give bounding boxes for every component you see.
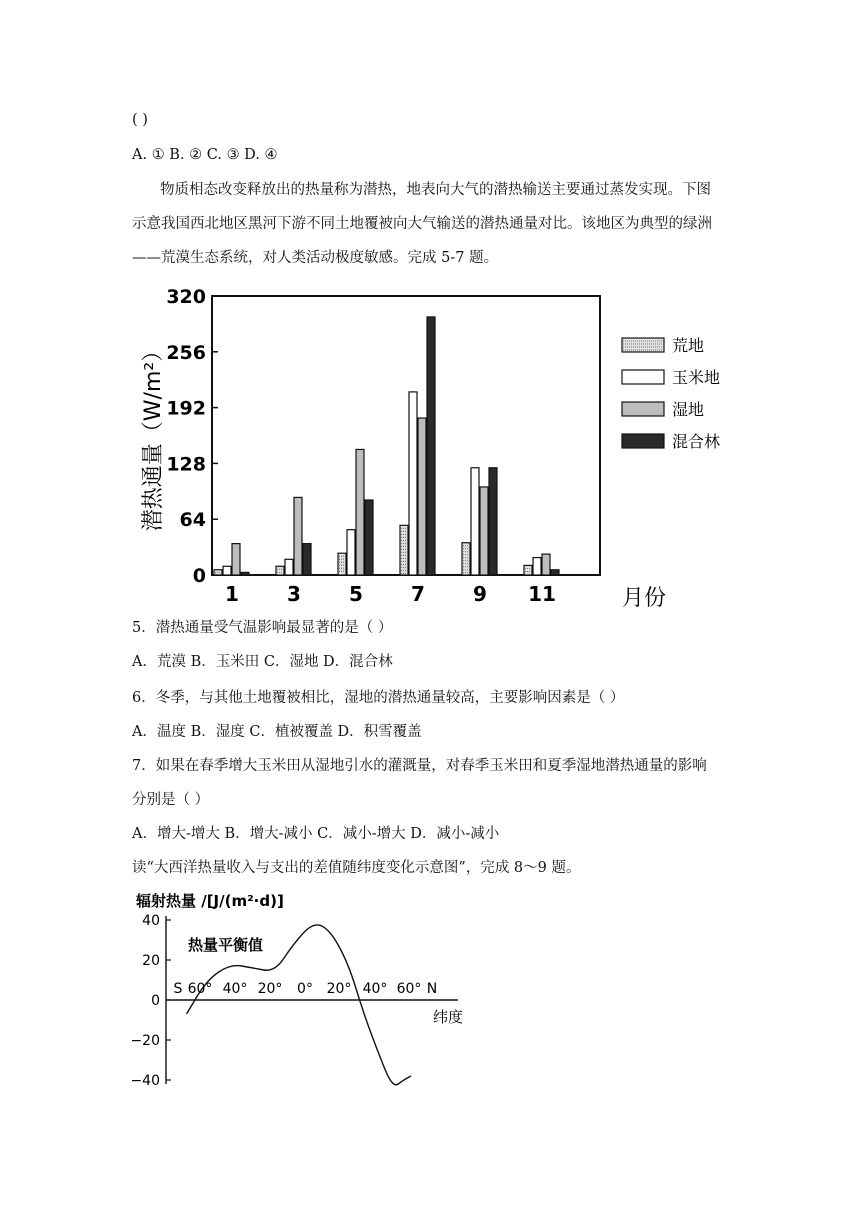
x-tick-label: 60° [187,981,213,997]
y-tick-label: 40 [142,913,160,929]
bar [285,559,293,575]
bar [241,572,249,575]
y-tick-label: −20 [130,1033,160,1049]
x-tick-label: 20° [257,981,283,997]
legend-swatch [622,370,664,384]
x-tick-label: 9 [473,582,487,606]
x-tick-label: 7 [411,582,425,606]
legend-label: 玉米地 [672,368,721,387]
x-tick-label: 20° [326,981,352,997]
bar [427,317,435,575]
y-tick-label: 64 [179,509,206,532]
bar [489,468,497,575]
heat-balance-line-chart [130,888,490,1100]
y-tick-label: −40 [130,1073,160,1089]
x-axis-label: 纬度 [432,1008,464,1026]
bar [480,487,488,575]
x-tick-label: 3 [287,582,301,606]
q4-options: A. ① B. ② C. ③ D. ④ [132,147,278,163]
bar [418,418,426,575]
legend-label: 混合林 [672,432,721,451]
bar [462,543,470,575]
bar [303,544,311,575]
q5-stem: 5．潜热通量受气温影响最显著的是（ ） [132,620,393,636]
q6-options: A．温度 B．湿度 C．植被覆盖 D．积雪覆盖 [132,724,422,740]
intro-line-2: 示意我国西北地区黑河下游不同土地覆被向大气输送的潜热通量对比。该地区为典型的绿洲 [132,216,712,232]
q4-paren: ( ) [132,112,148,128]
intro-line-1: 物质相态改变释放出的热量称为潜热，地表向大气的潜热输送主要通过蒸发实现。下图 [160,182,711,198]
y-tick-label: 20 [142,953,160,969]
q7-stem-1: 7．如果在春季增大玉米田从湿地引水的灌溉量，对春季玉米田和夏季湿地潜热通量的影响 [132,758,707,774]
legend-swatch [622,434,664,448]
bar [551,570,559,575]
bar [409,392,417,575]
intro2-line-1: 读“大西洋热量收入与支出的差值随纬度变化示意图”，完成 8～9 题。 [132,860,581,876]
bar [223,566,231,575]
q6-stem: 6．冬季，与其他土地覆被相比，湿地的潜热通量较高，主要影响因素是（ ） [132,690,625,706]
bar [524,565,532,575]
latent-heat-bar-chart [130,282,740,612]
bar [542,554,550,575]
bar [533,558,541,575]
bar [347,530,355,575]
bar [232,544,240,575]
x-tick-label: N [426,981,438,997]
x-tick-label: 5 [349,582,363,606]
curve-annotation: 热量平衡值 [188,936,264,954]
y-tick-label: 320 [166,286,206,308]
legend-label: 荒地 [672,336,705,355]
bar [276,566,284,575]
x-tick-label: 60° [396,981,422,997]
x-tick-label: 40° [222,981,248,997]
bar [471,468,479,575]
x-tick-label: S [173,981,183,997]
x-tick-label: 11 [528,582,556,606]
legend-label: 湿地 [672,400,705,419]
x-axis-label: 月份 [622,586,667,611]
y-axis-label: 潜热通量（W/m²） [141,339,166,532]
bar [356,449,364,575]
bar [365,500,373,575]
legend-swatch [622,402,664,416]
bar [294,497,302,575]
y-tick-label: 256 [166,341,206,364]
x-tick-label: 0° [297,981,313,997]
y-tick-label: 128 [166,453,206,476]
q5-options: A．荒漠 B．玉米田 C．湿地 D．混合林 [132,654,393,670]
y-tick-label: 0 [151,993,160,1009]
q7-options: A．增大-增大 B．增大-减小 C．减小-增大 D．减小-减小 [132,826,500,842]
x-tick-label: 1 [225,582,239,606]
x-tick-label: 40° [362,981,388,997]
y-tick-label: 192 [166,397,206,420]
q7-stem-2: 分别是（ ） [132,792,210,808]
y-tick-label: 0 [192,565,206,587]
y-axis-label: 辐射热量 /[J/(m²·d)] [136,892,284,910]
intro-line-3: ——荒漠生态系统，对人类活动极度敏感。完成 5-7 题。 [132,250,499,266]
